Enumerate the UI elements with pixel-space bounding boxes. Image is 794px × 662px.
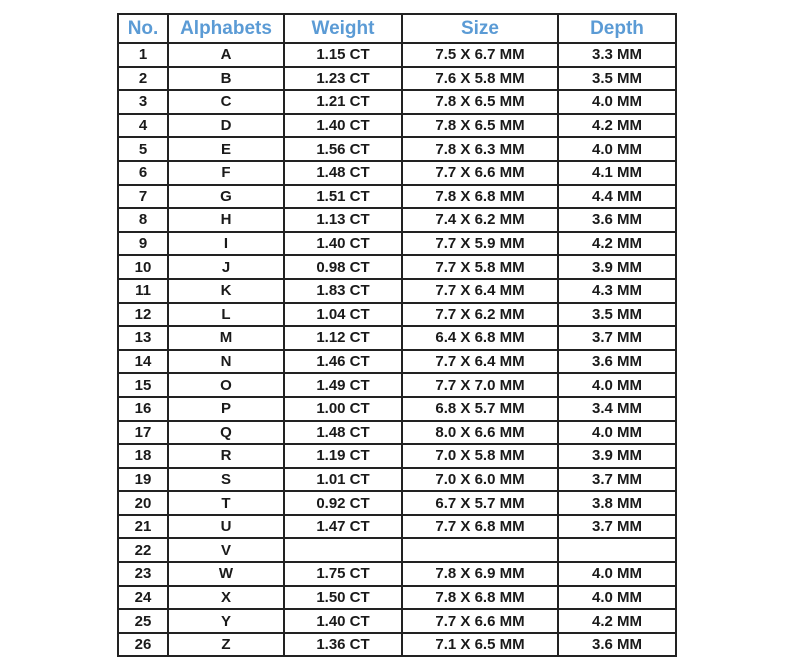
- cell-weight: 1.04 CT: [284, 303, 402, 327]
- table-row: [118, 350, 676, 374]
- cell-depth: 4.2 MM: [558, 609, 676, 633]
- cell-size: 7.7 X 6.4 MM: [402, 279, 558, 303]
- cell-size: 7.7 X 6.4 MM: [402, 350, 558, 374]
- gemstone-table: [117, 13, 677, 657]
- cell-depth: 4.0 MM: [558, 373, 676, 397]
- cell-weight: 1.56 CT: [284, 137, 402, 161]
- cell-alphabet: N: [168, 350, 284, 374]
- cell-depth: 4.0 MM: [558, 137, 676, 161]
- cell-no: 7: [118, 185, 168, 209]
- cell-alphabet: K: [168, 279, 284, 303]
- table-row: [118, 633, 676, 657]
- cell-alphabet: G: [168, 185, 284, 209]
- cell-depth: 4.0 MM: [558, 562, 676, 586]
- cell-alphabet: F: [168, 161, 284, 185]
- cell-alphabet: Z: [168, 633, 284, 657]
- cell-no: 25: [118, 609, 168, 633]
- cell-depth: 4.0 MM: [558, 421, 676, 445]
- table-row: [118, 444, 676, 468]
- cell-size: 7.7 X 6.8 MM: [402, 515, 558, 539]
- cell-no: 26: [118, 633, 168, 657]
- cell-no: 8: [118, 208, 168, 232]
- cell-size: 7.8 X 6.9 MM: [402, 562, 558, 586]
- cell-depth: 3.5 MM: [558, 67, 676, 91]
- cell-depth: 3.6 MM: [558, 633, 676, 657]
- cell-size: 7.5 X 6.7 MM: [402, 43, 558, 67]
- cell-no: 10: [118, 255, 168, 279]
- cell-alphabet: C: [168, 90, 284, 114]
- cell-weight: [284, 538, 402, 562]
- table-row: [118, 232, 676, 256]
- header-size: Size: [402, 14, 558, 43]
- cell-no: 4: [118, 114, 168, 138]
- header-alphabets: Alphabets: [168, 14, 284, 43]
- cell-depth: 4.2 MM: [558, 232, 676, 256]
- table-row: [118, 397, 676, 421]
- cell-weight: 1.50 CT: [284, 586, 402, 610]
- cell-alphabet: E: [168, 137, 284, 161]
- table-row: [118, 586, 676, 610]
- cell-alphabet: J: [168, 255, 284, 279]
- cell-size: 7.7 X 6.6 MM: [402, 609, 558, 633]
- cell-depth: 3.3 MM: [558, 43, 676, 67]
- table-row: [118, 326, 676, 350]
- cell-size: 7.0 X 6.0 MM: [402, 468, 558, 492]
- cell-weight: 1.48 CT: [284, 161, 402, 185]
- cell-no: 16: [118, 397, 168, 421]
- cell-alphabet: M: [168, 326, 284, 350]
- cell-depth: 4.2 MM: [558, 114, 676, 138]
- cell-depth: [558, 538, 676, 562]
- cell-alphabet: W: [168, 562, 284, 586]
- cell-alphabet: Q: [168, 421, 284, 445]
- cell-size: 7.7 X 7.0 MM: [402, 373, 558, 397]
- cell-size: 7.8 X 6.8 MM: [402, 586, 558, 610]
- table-row: [118, 208, 676, 232]
- cell-size: 6.8 X 5.7 MM: [402, 397, 558, 421]
- cell-no: 5: [118, 137, 168, 161]
- cell-depth: 3.5 MM: [558, 303, 676, 327]
- cell-weight: 1.15 CT: [284, 43, 402, 67]
- cell-size: 6.7 X 5.7 MM: [402, 491, 558, 515]
- header-row: [118, 14, 676, 43]
- cell-depth: 3.9 MM: [558, 255, 676, 279]
- cell-weight: 1.47 CT: [284, 515, 402, 539]
- cell-alphabet: A: [168, 43, 284, 67]
- cell-weight: 1.36 CT: [284, 633, 402, 657]
- cell-alphabet: I: [168, 232, 284, 256]
- cell-depth: 3.6 MM: [558, 208, 676, 232]
- cell-alphabet: L: [168, 303, 284, 327]
- table-row: [118, 538, 676, 562]
- table-row: [118, 43, 676, 67]
- cell-depth: 3.7 MM: [558, 468, 676, 492]
- cell-weight: 0.98 CT: [284, 255, 402, 279]
- cell-alphabet: O: [168, 373, 284, 397]
- table-row: [118, 67, 676, 91]
- cell-alphabet: P: [168, 397, 284, 421]
- table-row: [118, 421, 676, 445]
- cell-weight: 1.83 CT: [284, 279, 402, 303]
- table-row: [118, 90, 676, 114]
- cell-no: 19: [118, 468, 168, 492]
- cell-size: 8.0 X 6.6 MM: [402, 421, 558, 445]
- cell-depth: 3.7 MM: [558, 326, 676, 350]
- header-no: No.: [118, 14, 168, 43]
- cell-no: 17: [118, 421, 168, 445]
- table-row: [118, 161, 676, 185]
- table-row: [118, 609, 676, 633]
- cell-no: 20: [118, 491, 168, 515]
- cell-size: 7.8 X 6.5 MM: [402, 114, 558, 138]
- cell-no: 11: [118, 279, 168, 303]
- cell-weight: 1.48 CT: [284, 421, 402, 445]
- table-row: [118, 491, 676, 515]
- cell-size: 7.4 X 6.2 MM: [402, 208, 558, 232]
- cell-weight: 1.19 CT: [284, 444, 402, 468]
- cell-depth: 3.8 MM: [558, 491, 676, 515]
- cell-size: 7.7 X 5.9 MM: [402, 232, 558, 256]
- cell-weight: 1.49 CT: [284, 373, 402, 397]
- cell-depth: 3.6 MM: [558, 350, 676, 374]
- cell-weight: 1.13 CT: [284, 208, 402, 232]
- header-depth: Depth: [558, 14, 676, 43]
- table-row: [118, 255, 676, 279]
- cell-no: 9: [118, 232, 168, 256]
- cell-weight: 0.92 CT: [284, 491, 402, 515]
- cell-weight: 1.12 CT: [284, 326, 402, 350]
- cell-weight: 1.23 CT: [284, 67, 402, 91]
- cell-no: 1: [118, 43, 168, 67]
- cell-no: 3: [118, 90, 168, 114]
- cell-no: 21: [118, 515, 168, 539]
- header-weight: Weight: [284, 14, 402, 43]
- cell-no: 2: [118, 67, 168, 91]
- cell-size: [402, 538, 558, 562]
- cell-size: 7.8 X 6.8 MM: [402, 185, 558, 209]
- cell-depth: 4.4 MM: [558, 185, 676, 209]
- cell-size: 7.8 X 6.3 MM: [402, 137, 558, 161]
- table-row: [118, 303, 676, 327]
- table-row: [118, 562, 676, 586]
- cell-no: 22: [118, 538, 168, 562]
- table-row: [118, 137, 676, 161]
- cell-weight: 1.01 CT: [284, 468, 402, 492]
- cell-weight: 1.75 CT: [284, 562, 402, 586]
- cell-size: 7.0 X 5.8 MM: [402, 444, 558, 468]
- cell-size: 7.1 X 6.5 MM: [402, 633, 558, 657]
- cell-no: 23: [118, 562, 168, 586]
- table-row: [118, 114, 676, 138]
- table-row: [118, 279, 676, 303]
- cell-depth: 3.9 MM: [558, 444, 676, 468]
- cell-alphabet: T: [168, 491, 284, 515]
- table-row: [118, 468, 676, 492]
- cell-no: 13: [118, 326, 168, 350]
- cell-size: 7.7 X 6.6 MM: [402, 161, 558, 185]
- table-body: [118, 43, 676, 656]
- cell-no: 14: [118, 350, 168, 374]
- cell-no: 15: [118, 373, 168, 397]
- cell-alphabet: H: [168, 208, 284, 232]
- cell-no: 6: [118, 161, 168, 185]
- cell-alphabet: Y: [168, 609, 284, 633]
- cell-size: 7.6 X 5.8 MM: [402, 67, 558, 91]
- cell-size: 6.4 X 6.8 MM: [402, 326, 558, 350]
- table-row: [118, 373, 676, 397]
- table-row: [118, 185, 676, 209]
- cell-alphabet: S: [168, 468, 284, 492]
- cell-depth: 4.3 MM: [558, 279, 676, 303]
- cell-no: 24: [118, 586, 168, 610]
- cell-weight: 1.51 CT: [284, 185, 402, 209]
- cell-weight: 1.40 CT: [284, 232, 402, 256]
- cell-weight: 1.40 CT: [284, 609, 402, 633]
- cell-alphabet: D: [168, 114, 284, 138]
- cell-weight: 1.46 CT: [284, 350, 402, 374]
- cell-depth: 4.0 MM: [558, 90, 676, 114]
- cell-size: 7.8 X 6.5 MM: [402, 90, 558, 114]
- cell-depth: 3.4 MM: [558, 397, 676, 421]
- cell-depth: 3.7 MM: [558, 515, 676, 539]
- cell-no: 12: [118, 303, 168, 327]
- cell-weight: 1.00 CT: [284, 397, 402, 421]
- table-row: [118, 515, 676, 539]
- cell-size: 7.7 X 5.8 MM: [402, 255, 558, 279]
- cell-size: 7.7 X 6.2 MM: [402, 303, 558, 327]
- cell-alphabet: B: [168, 67, 284, 91]
- cell-alphabet: U: [168, 515, 284, 539]
- cell-alphabet: V: [168, 538, 284, 562]
- cell-depth: 4.1 MM: [558, 161, 676, 185]
- cell-alphabet: X: [168, 586, 284, 610]
- cell-depth: 4.0 MM: [558, 586, 676, 610]
- cell-weight: 1.21 CT: [284, 90, 402, 114]
- cell-weight: 1.40 CT: [284, 114, 402, 138]
- cell-no: 18: [118, 444, 168, 468]
- cell-alphabet: R: [168, 444, 284, 468]
